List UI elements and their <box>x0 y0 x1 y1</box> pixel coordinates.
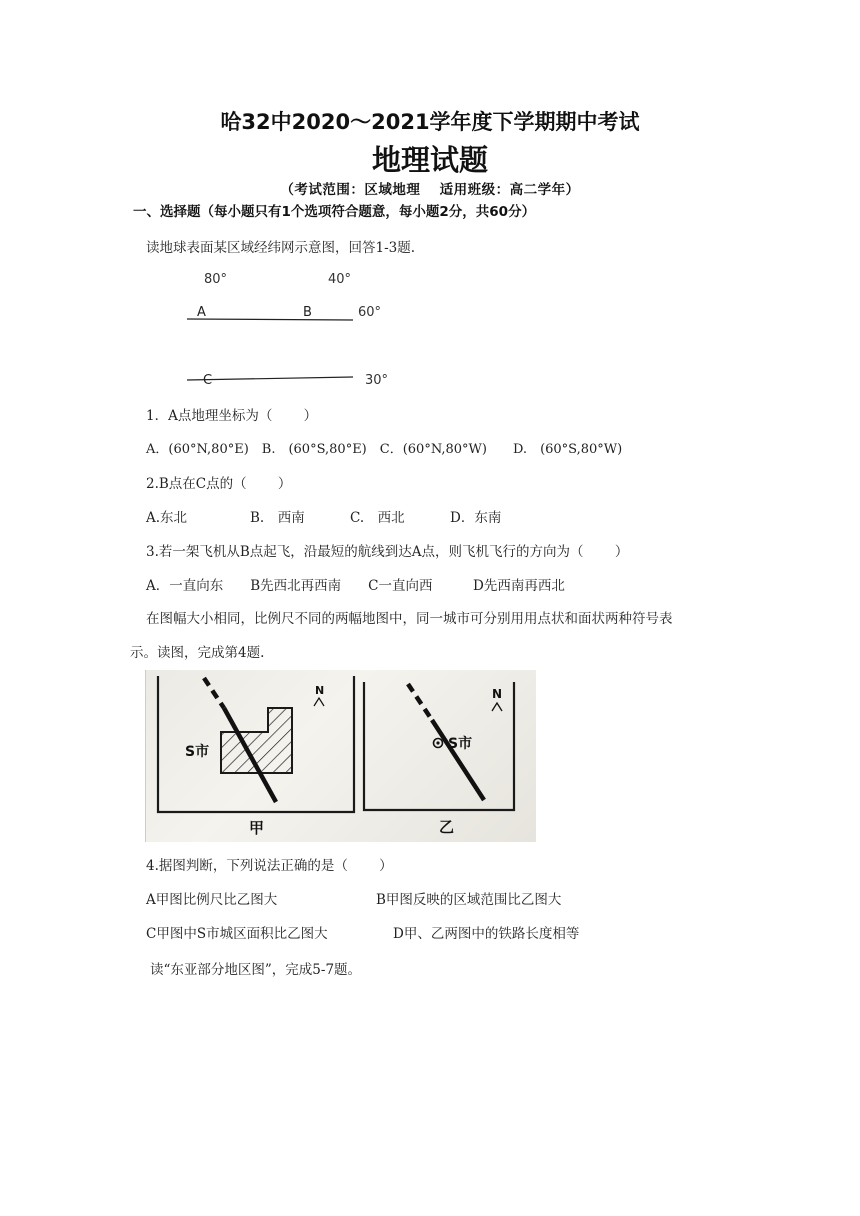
lon-right-label: 40° <box>328 272 352 287</box>
map-jia <box>158 676 354 837</box>
north-arrow-icon <box>492 703 502 711</box>
map-yi <box>364 682 514 836</box>
map-yi-frame <box>364 682 514 810</box>
graticule-diagram <box>0 0 860 400</box>
q2-option-c: C. 西北 <box>350 510 405 526</box>
group2-intro-line2: 示。读图，完成第4题. <box>130 645 265 661</box>
lon-left-label: 80° <box>204 272 228 287</box>
q3-stem: 3.若一架飞机从B点起飞，沿最短的航线到达A点，则飞机飞行的方向为（ ） <box>146 544 629 560</box>
city-point-dot <box>436 741 439 744</box>
lat-60-line <box>187 319 353 320</box>
caption-jia: 甲 <box>249 819 265 837</box>
group1-intro: 读地球表面某区域经纬网示意图，回答1-3题. <box>146 240 416 256</box>
exam-title: 哈32中2020～2021学年度下学期期中考试 <box>220 110 640 134</box>
exam-scope: （考试范围：区域地理 适用班级：高二学年） <box>280 182 580 198</box>
q2-option-d: D．东南 <box>450 510 502 526</box>
section-heading: 一、选择题（每小题只有1个选项符合题意，每小题2分，共60分） <box>133 204 536 220</box>
q4-stem: 4.据图判断，下列说法正确的是（ ） <box>146 858 393 874</box>
group3-intro: 读“东亚部分地区图”，完成5-7题。 <box>150 962 362 978</box>
city-label-yi: S市 <box>448 736 473 752</box>
north-label-jia: N <box>315 684 325 697</box>
q1-stem: 1．A点地理坐标为（ ） <box>146 408 318 424</box>
q4-option-b: B甲图反映的区域范围比乙图大 <box>376 892 562 908</box>
lat-top-label: 60° <box>358 305 382 320</box>
point-b-label: B <box>303 305 312 320</box>
railway-line-yi <box>432 720 484 800</box>
scale-comparison-figure <box>145 670 536 842</box>
q2-option-a: A.东北 <box>146 510 188 526</box>
caption-yi: 乙 <box>439 818 455 836</box>
q2-stem: 2.B点在C点的（ ） <box>146 476 292 492</box>
q4-option-a: A甲图比例尺比乙图大 <box>146 892 278 908</box>
railway-dashed-segment-yi <box>408 684 432 720</box>
q1-options: A．(60°N,80°E) B. (60°S,80°E) C．(60°N,80°W) D. (60°S,80°W) <box>146 442 623 457</box>
lat-bottom-label: 30° <box>365 373 389 388</box>
group2-intro-line1: 在图幅大小相同，比例尺不同的两幅地图中，同一城市可分别用用点状和面状两种符号表 <box>146 611 673 627</box>
north-arrow-icon <box>314 698 324 706</box>
point-a-label: A <box>197 305 206 320</box>
q3-options: A．一直向东 B先西北再西南 C一直向西 D先西南再西北 <box>146 578 565 594</box>
railway-dashed-segment <box>204 678 224 708</box>
q4-option-d: D甲、乙两图中的铁路长度相等 <box>393 926 580 942</box>
point-c-label: C <box>203 373 213 388</box>
q2-option-b: B. 西南 <box>250 510 305 526</box>
map-figure-drawing <box>146 670 536 842</box>
city-label-jia: S市 <box>185 744 210 760</box>
subject-title: 地理试题 <box>371 143 488 177</box>
north-label-yi: N <box>492 687 503 701</box>
q4-option-c: C甲图中S市城区面积比乙图大 <box>146 926 328 942</box>
